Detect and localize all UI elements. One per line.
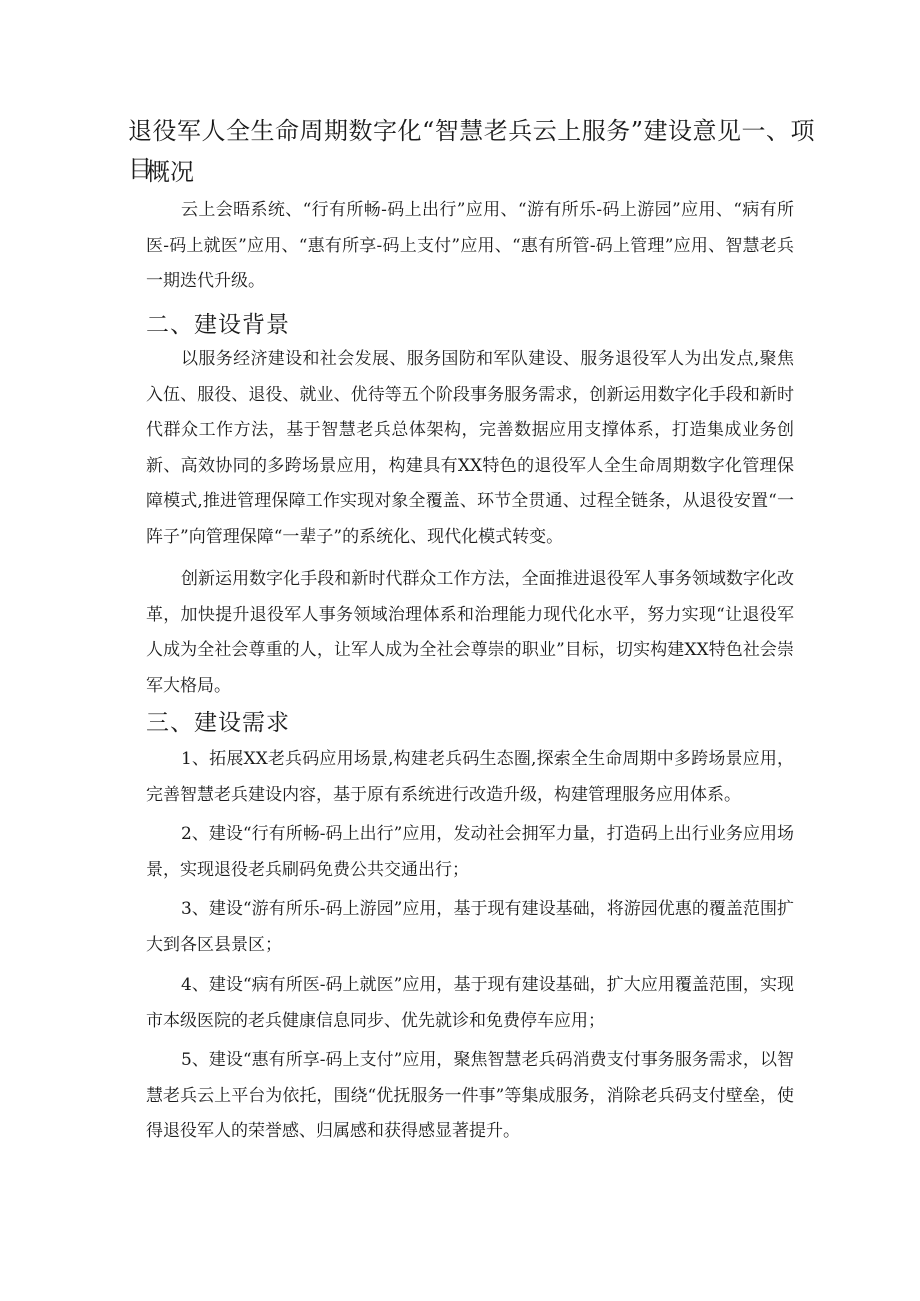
section3-item-2: 2、建设“行有所畅-码上出行”应用，发动社会拥军力量，打造码上出行业务应用场景，实现退役老兵刷码免费公共交通出行； — [146, 824, 794, 880]
section1-paragraph: 云上会晤系统、“行有所畅-码上出行”应用、“游有所乐-码上游园”应用、“病有所医-码上就医”应用、“惠有所享-码上支付”应用、“惠有所管-码上管理”应用、智慧老兵一期迭代升级。 — [146, 200, 794, 291]
section3-item-3: 3、建设“游有所乐-码上游园”应用，基于现有建设基础，将游园优惠的覆盖范围扩大到各区县景区； — [146, 899, 794, 955]
document-title: 退役军人全生命周期数字化“智慧老兵云上服务”建设意见一、项目 — [128, 117, 816, 183]
document-title-continued: 概况 — [146, 158, 194, 186]
section3-heading: 三、建设需求 — [146, 710, 290, 736]
section3-item-1: 1、拓展XX老兵码应用场景,构建老兵码生态圈,探索全生命周期中多跨场景应用，完善智慧老兵建设内容，基于原有系统进行改造升级，构建管理服务应用体系。 — [146, 749, 794, 805]
section3-item-4: 4、建设“病有所医-码上就医”应用，基于现有建设基础，扩大应用覆盖范围，实现市本级医院的老兵健康信息同步、优先就诊和免费停车应用； — [146, 975, 794, 1031]
section3-item-5: 5、建设“惠有所享-码上支付”应用，聚焦智慧老兵码消费支付事务服务需求，以智慧老兵云上平台为依托，围绕“优抚服务一件事”等集成服务，消除老兵码支付壁垒，使得退役军人的荣誉感、归属感和获得感显著提升。 — [146, 1050, 794, 1141]
section2-paragraph-1: 以服务经济建设和社会发展、服务国防和军队建设、服务退役军人为出发点,聚焦入伍、服役、退役、就业、优待等五个阶段事务服务需求，创新运用数字化手段和新时代群众工作方法，基于智慧老兵总体架构，完善数据应用支撑体系，打造集成业务创新、高效协同的多跨场景应用，构建具有XX特色的退役军人全生命周期数字化管理保障模式,推进管理保障工作实现对象全覆盖、环节全贯通、过程全链条，从退役安置“一阵子”向管理保障“一辈子”的系统化、现代化模式转变。 — [146, 349, 794, 547]
section2-paragraph-2: 创新运用数字化手段和新时代群众工作方法，全面推进退役军人事务领域数字化改革，加快提升退役军人事务领域治理体系和治理能力现代化水平，努力实现“让退役军人成为全社会尊重的人，让军人成为全社会尊崇的职业”目标，切实构建XX特色社会崇军大格局。 — [146, 569, 794, 696]
section2-heading: 二、建设背景 — [146, 312, 290, 338]
